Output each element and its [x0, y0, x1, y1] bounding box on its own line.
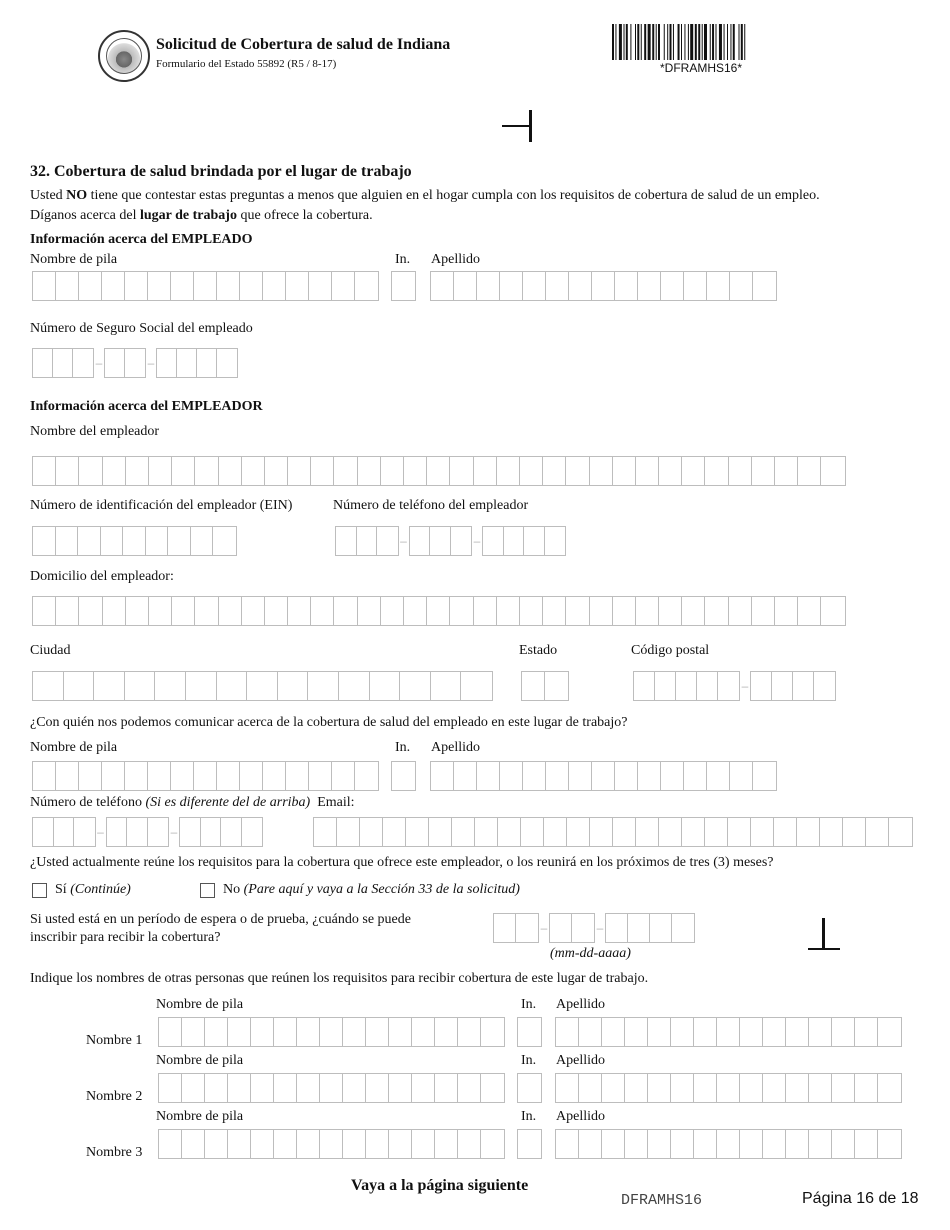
city-label: Ciudad	[30, 643, 71, 658]
others-question: Indique los nombres de otras personas que reúnen los requisitos para recibir cobertura de este lugar de trabajo.	[30, 971, 649, 986]
others-first-name-field-2[interactable]	[158, 1073, 505, 1103]
date-format-hint: (mm-dd-aaaa)	[550, 946, 631, 961]
next-page-instruction: Vaya a la página siguiente	[351, 1177, 529, 1194]
contact-initial-label: In.	[395, 740, 411, 755]
others-first-name-label-1: Nombre de pila	[156, 997, 244, 1012]
others-last-name-label-1: Apellido	[556, 997, 605, 1012]
employer-phone-field[interactable]: – –	[335, 526, 566, 556]
zip-label: Código postal	[631, 643, 710, 658]
employer-address-label: Domicilio del empleador:	[30, 569, 174, 584]
city-field[interactable]	[32, 671, 493, 701]
contact-initial-field[interactable]	[391, 761, 416, 791]
form-title: Solicitud de Cobertura de salud de Indiana	[156, 36, 451, 53]
others-first-name-label-3: Nombre de pila	[156, 1109, 244, 1124]
employer-heading: Información acerca del EMPLEADOR	[30, 399, 263, 414]
employee-last-name-label: Apellido	[431, 252, 480, 267]
state-field[interactable]	[521, 671, 569, 701]
others-initial-label-2: In.	[521, 1053, 537, 1068]
employer-ein-label: Número de identificación del empleador (EIN)	[30, 498, 293, 513]
eligibility-question: ¿Usted actualmente reúne los requisitos para la cobertura que ofrece este empleador, o los reunirá en los próximos de tres (3) meses?	[30, 855, 774, 870]
employee-first-name-label: Nombre de pila	[30, 252, 118, 267]
yes-label: Sí (Continúe)	[55, 882, 131, 897]
contact-email-field[interactable]	[313, 817, 913, 847]
contact-phone-label: Número de teléfono (Si es diferente del de arriba) Email:	[30, 795, 355, 810]
others-last-name-field-1[interactable]	[555, 1017, 902, 1047]
waiting-period-label-2: inscribir para recibir la cobertura?	[30, 930, 221, 945]
contact-last-name-field[interactable]	[430, 761, 777, 791]
intro-line-1: Usted NO tiene que contestar estas preguntas a menos que alguien en el hogar cumpla con los requisitos de cobertura de salud de un empleo.	[30, 188, 820, 203]
barcode-text: *DFRAMHS16*	[659, 61, 743, 75]
employee-last-name-field[interactable]	[430, 271, 777, 301]
others-first-name-field-1[interactable]	[158, 1017, 505, 1047]
others-initial-label-1: In.	[521, 997, 537, 1012]
employee-initial-label: In.	[395, 252, 411, 267]
no-label: No (Pare aquí y vaya a la Sección 33 de la solicitud)	[223, 882, 520, 897]
others-last-name-label-3: Apellido	[556, 1109, 605, 1124]
form-code: DFRAMHS16	[621, 1192, 703, 1209]
employer-name-field[interactable]	[32, 456, 846, 486]
waiting-period-label-1: Si usted está en un período de espera o de prueba, ¿cuándo se puede	[30, 912, 411, 927]
employee-first-name-field[interactable]	[32, 271, 379, 301]
others-initial-field-2[interactable]	[517, 1073, 542, 1103]
zip-field[interactable]: –	[633, 671, 836, 701]
barcode-icon	[612, 24, 790, 60]
others-initial-field-3[interactable]	[517, 1129, 542, 1159]
others-row-label-3: Nombre 3	[86, 1145, 143, 1160]
state-label: Estado	[519, 643, 558, 658]
form-subtitle: Formulario del Estado 55892 (R5 / 8-17)	[156, 58, 337, 70]
employee-initial-field[interactable]	[391, 271, 416, 301]
page-number: Página 16 de 18	[802, 1190, 919, 1207]
employee-ssn-label: Número de Seguro Social del empleado	[30, 321, 253, 336]
yes-checkbox[interactable]	[32, 883, 47, 898]
section-heading: 32. Cobertura de salud brindada por el lugar de trabajo	[30, 163, 412, 180]
others-initial-field-1[interactable]	[517, 1017, 542, 1047]
employee-ssn-field[interactable]: – –	[32, 348, 238, 378]
state-seal-icon	[98, 30, 150, 82]
employee-heading: Información acerca del EMPLEADO	[30, 232, 253, 247]
employer-name-label: Nombre del empleador	[30, 424, 160, 439]
contact-first-name-label: Nombre de pila	[30, 740, 118, 755]
employer-ein-field[interactable]	[32, 526, 237, 556]
others-last-name-field-3[interactable]	[555, 1129, 902, 1159]
others-initial-label-3: In.	[521, 1109, 537, 1124]
others-first-name-label-2: Nombre de pila	[156, 1053, 244, 1068]
no-checkbox[interactable]	[200, 883, 215, 898]
employer-phone-label: Número de teléfono del empleador	[333, 498, 529, 513]
contact-question: ¿Con quién nos podemos comunicar acerca de la cobertura de salud del empleado en este lugar de trabajo?	[30, 715, 628, 730]
contact-last-name-label: Apellido	[431, 740, 480, 755]
others-row-label-2: Nombre 2	[86, 1089, 143, 1104]
contact-first-name-field[interactable]	[32, 761, 379, 791]
intro-line-2: Díganos acerca del lugar de trabajo que ofrece la cobertura.	[30, 208, 373, 223]
others-last-name-field-2[interactable]	[555, 1073, 902, 1103]
others-row-label-1: Nombre 1	[86, 1033, 143, 1048]
others-last-name-label-2: Apellido	[556, 1053, 605, 1068]
contact-phone-field[interactable]: – –	[32, 817, 263, 847]
employer-address-field[interactable]	[32, 596, 846, 626]
enrollment-date-field[interactable]: – –	[493, 913, 695, 943]
others-first-name-field-3[interactable]	[158, 1129, 505, 1159]
